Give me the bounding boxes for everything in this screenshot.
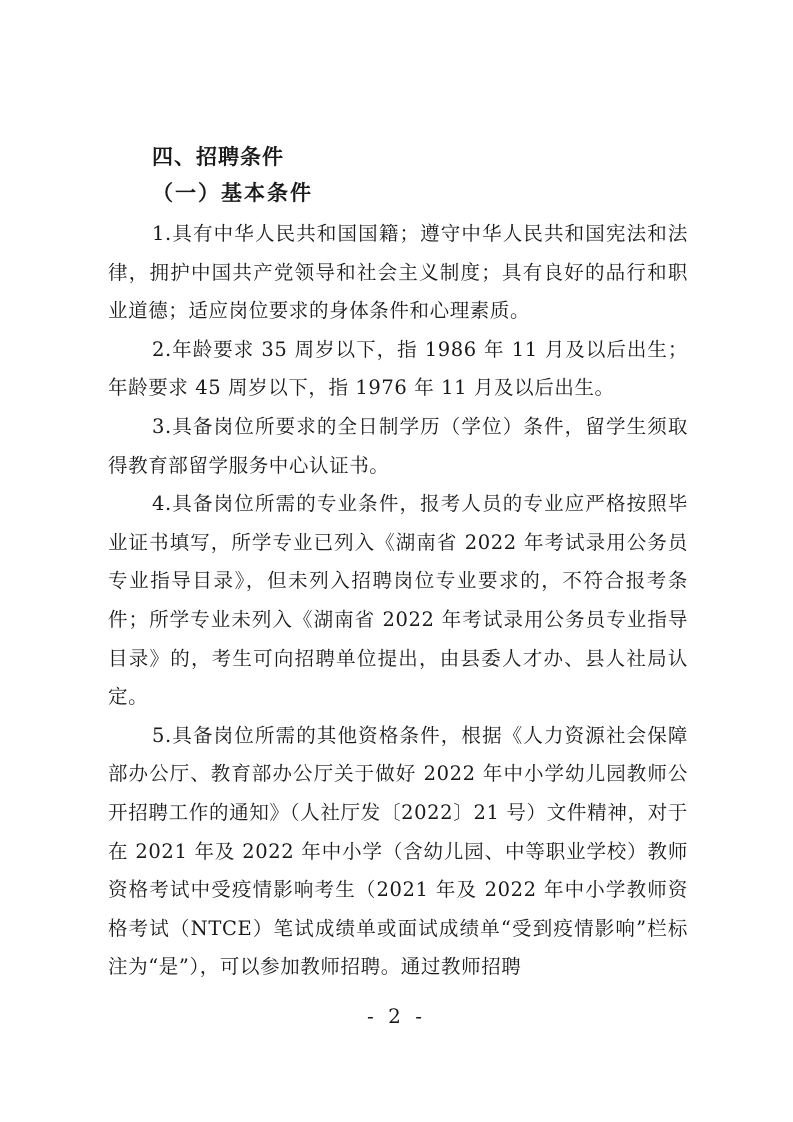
section-heading: 四、招聘条件 — [152, 145, 284, 169]
document-body — [108, 141, 688, 987]
paragraph-3: 3.具备岗位所要求的全日制学历（学位）条件，留学生须取得教育部留学服务中心认证书。 — [108, 414, 688, 477]
paragraph-1: 1.具有中华人民共和国国籍；遵守中华人民共和国宪法和法律，拥护中国共产党领导和社会主义制度；具有良好的品行和职业道德；适应岗位要求的身体条件和心理素质。 — [108, 222, 688, 323]
paragraph-4: 4.具备岗位所需的专业条件，报考人员的专业应严格按照毕业证书填写，所学专业已列入《湖南省 2022 年考试录用公务员专业指导目录》，但未列入招聘岗位专业要求的，不符合报考条件；所学专业未列入《湖南省 2022 年考试录用公务员专业指导目录》的，考生可向招聘单位提出，由县委人才办、县人社局认定。 — [108, 492, 688, 709]
paragraph-2: 2.年龄要求 35 周岁以下，指 1986 年 11 月及以后出生；年龄要求 45 周岁以下，指 1976 年 11 月及以后出生。 — [108, 337, 688, 400]
subsection-heading: （一）基本条件 — [152, 180, 313, 205]
page-number: - 2 - — [367, 1004, 426, 1028]
paragraph-5: 5.具备岗位所需的其他资格条件，根据《人力资源社会保障部办公厅、教育部办公厅关于做好 2022 年中小学幼儿园教师公开招聘工作的通知》（人社厅发〔2022〕21 号）文件精神，对于在 2021 年及 2022 年中小学（含幼儿园、中等职业学校）教师资格考试中受疫情影响考生（2021 年及 2022 年中小学教师资格考试（NTCE）笔试成绩单或面试成绩单“受到疫情影响”栏标注为“是”），可以参加教师招聘。通过教师招聘 — [108, 723, 688, 979]
